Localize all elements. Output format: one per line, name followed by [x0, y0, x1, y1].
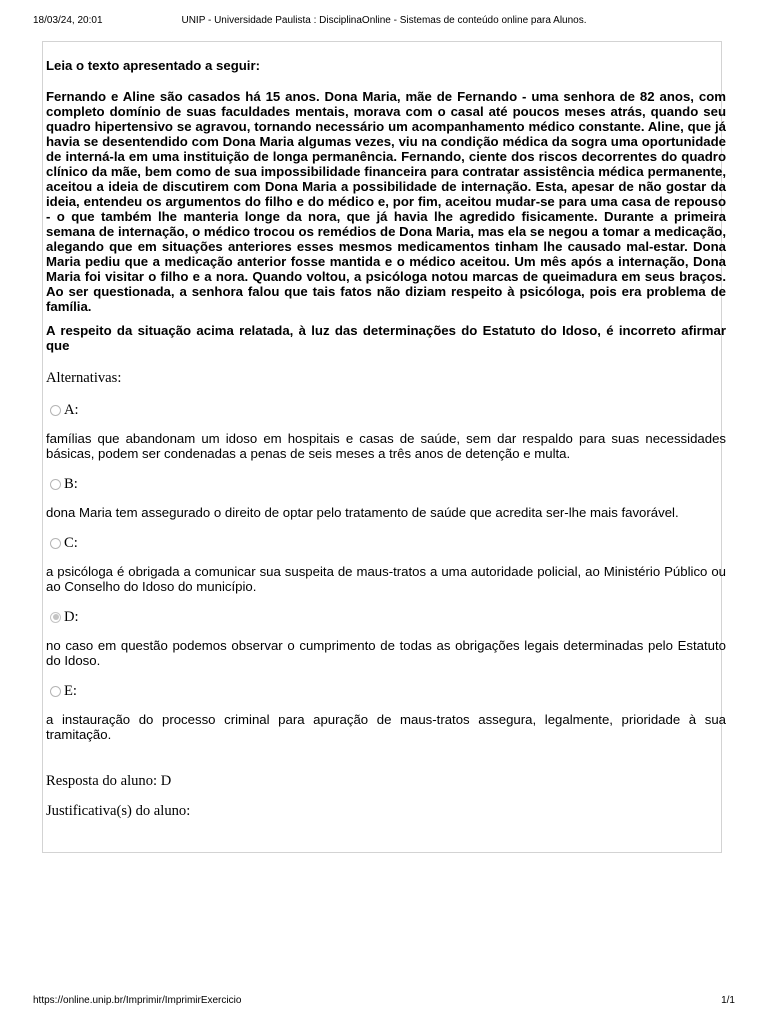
option-e	[46, 682, 726, 742]
option-b	[46, 475, 726, 520]
option-d-radio[interactable]	[50, 612, 61, 623]
alternatives-label: Alternativas:	[46, 370, 122, 386]
option-a-label: A:	[64, 402, 79, 418]
option-d-head	[46, 608, 726, 626]
option-a-text: famílias que abandonam um idoso em hospitais e casas de saúde, sem dar respaldo para suas necessidades básicas, podem ser condenadas a penas de seis meses a três anos de detenção e multa.	[46, 431, 726, 461]
print-header	[33, 15, 735, 29]
exercise-passage: Fernando e Aline são casados há 15 anos. Dona Maria, mãe de Fernando - uma senhora de 82 anos, com completo domínio de suas faculdades mentais, morava com o casal até poucos meses atrás, quando seu quadro hipertensivo se agravou, tornando necessário um acompanhamento médico constante. Aline, que já havia se desentendido com Dona Maria algumas vezes, viu na condição médica da sogra uma oportunidade de interná-la em uma instituição de longa permanência. Fernando, ciente dos riscos decorrentes do quadro clínico da mãe, bem como de sua impossibilidade financeira para contratar assistência médica permanente, aceitou a ideia de discutirem com Dona Maria a possibilidade de internação. Esta, apesar de não gostar da ideia, entendeu os argumentos do filho e do médico e, por fim, aceitou mudar-se para uma casa de repouso - o que também lhe manteria longe da nora, que já havia lhe agredido fisicamente. Durante a primeira semana de internação, o médico trocou os remédios de Dona Maria, mas ela se negou a tomar a medicação, alegando que em situações anteriores esses mesmos medicamentos tinham lhe causado mal-estar. Dona Maria pediu que a medicação anterior fosse mantida e o médico aceitou. Um mês após a internação, Dona Maria foi visitar o filho e a nora. Quando voltou, a psicóloga notou marcas de queimadura em seus braços. Ao ser questionada, a senhora falou que tais fatos não diziam respeito à psicóloga, pois era problema de família.	[46, 89, 726, 314]
print-datetime: 18/03/24, 20:01	[33, 15, 103, 26]
option-c-radio[interactable]	[50, 538, 61, 549]
print-footer	[33, 995, 735, 1009]
student-justification-label: Justificativa(s) do aluno:	[46, 803, 191, 819]
option-c-label: C:	[64, 535, 78, 551]
print-page-title: UNIP - Universidade Paulista : DisciplinaOnline - Sistemas de conteúdo online para Alunos.	[181, 15, 587, 26]
print-page-count: 1/1	[721, 995, 735, 1006]
option-d	[46, 608, 726, 668]
option-c-text: a psicóloga é obrigada a comunicar sua suspeita de maus-tratos a uma autoridade policial, ao Ministério Público ou ao Conselho do Idoso do município.	[46, 564, 726, 594]
option-e-head	[46, 682, 726, 700]
option-a	[46, 401, 726, 461]
option-a-radio[interactable]	[50, 405, 61, 416]
option-c-head	[46, 534, 726, 552]
option-b-head	[46, 475, 726, 493]
exercise-content	[46, 58, 726, 820]
option-d-label: D:	[64, 609, 79, 625]
option-b-text: dona Maria tem assegurado o direito de optar pelo tratamento de saúde que acredita ser-lhe mais favorável.	[46, 505, 679, 520]
option-e-label: E:	[64, 683, 77, 699]
exercise-instruction: Leia o texto apresentado a seguir:	[46, 58, 260, 73]
exercise-card	[42, 41, 726, 853]
exercise-question: A respeito da situação acima relatada, à luz das determinações do Estatuto do Idoso, é incorreto afirmar que	[46, 323, 726, 353]
print-url: https://online.unip.br/Imprimir/ImprimirExercicio	[33, 995, 242, 1006]
option-c	[46, 534, 726, 594]
student-answer: Resposta do aluno: D	[46, 773, 172, 789]
option-b-label: B:	[64, 476, 78, 492]
option-a-head	[46, 401, 726, 419]
option-d-text: no caso em questão podemos observar o cumprimento de todas as obrigações legais determinadas pelo Estatuto do Idoso.	[46, 638, 726, 668]
option-e-radio[interactable]	[50, 686, 61, 697]
option-e-text: a instauração do processo criminal para apuração de maus-tratos assegura, legalmente, prioridade à sua tramitação.	[46, 712, 726, 742]
option-b-radio[interactable]	[50, 479, 61, 490]
